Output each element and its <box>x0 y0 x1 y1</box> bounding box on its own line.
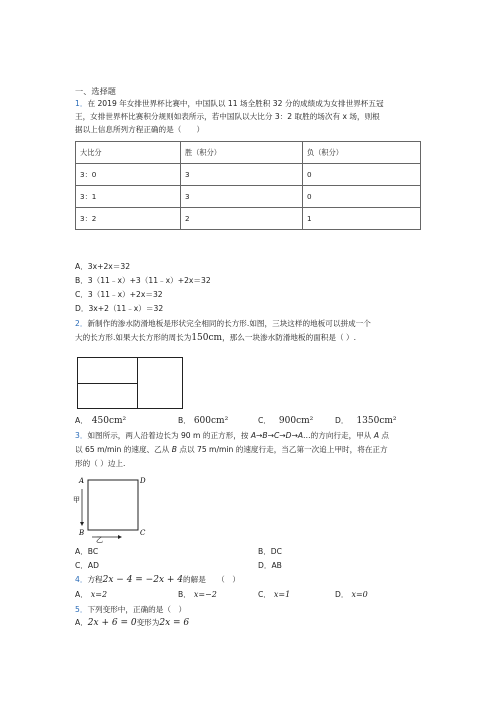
table-cell: 1 <box>303 208 421 230</box>
question-text: 下列变形中，正确的是（ ） <box>87 605 187 614</box>
option-label: A． <box>75 618 88 627</box>
score-table <box>75 141 421 230</box>
option-label: B． <box>178 590 191 599</box>
option-b <box>178 415 228 427</box>
question-number: 2． <box>75 319 88 328</box>
option-label: D． <box>335 590 349 599</box>
question-text: 点以 75 m/min 的速度行走，当乙第一次追上甲时，将在正方 <box>176 445 388 454</box>
question-1-line-3: 据以上信息所列方程正确的是（ ） <box>75 125 205 134</box>
table-cell: 3：2 <box>76 208 181 230</box>
question-number: 5． <box>75 605 88 614</box>
question-5-line <box>75 604 186 615</box>
option-label: C． <box>258 590 271 599</box>
question-text: …的方向行走，甲从 <box>303 431 374 440</box>
question-4-line <box>75 574 240 586</box>
table-header-cell: 负（积分） <box>303 142 421 164</box>
option-label: A． <box>75 590 88 599</box>
option-a <box>75 617 189 629</box>
point-d-label: D <box>140 477 146 485</box>
jia-label: 甲 <box>73 496 80 504</box>
table-row <box>76 208 421 230</box>
table-cell: 2 <box>181 208 303 230</box>
question-2-line-1 <box>75 318 371 329</box>
option-a: A．BC <box>75 547 99 556</box>
question-text: 的解是 （ ） <box>183 575 240 584</box>
option-label: C． <box>258 416 271 425</box>
section-title: 一、选择题 <box>75 86 116 96</box>
option-value: 900cm² <box>278 416 314 426</box>
option-value: x=−2 <box>193 590 217 599</box>
option-d <box>335 415 397 427</box>
point-label: A <box>373 431 380 440</box>
table-cell: 0 <box>303 164 421 186</box>
yi-arrowhead <box>118 535 122 539</box>
option-label: D． <box>335 416 349 425</box>
option-d: D．AB <box>258 561 282 570</box>
table-row <box>76 186 421 208</box>
question-number: 1． <box>75 99 88 108</box>
option-a <box>75 415 126 427</box>
table-cell: 3：1 <box>76 186 181 208</box>
option-c <box>258 589 290 600</box>
equation: 2x = 6 <box>159 618 190 628</box>
option-d: D．3x+2（11﹣x）＝32 <box>75 304 164 313</box>
option-value: 600cm² <box>193 416 229 426</box>
question-2-line-2 <box>75 332 356 344</box>
point-label: B <box>171 445 177 454</box>
point-b-label: B <box>79 529 85 537</box>
table-header-row <box>76 142 421 164</box>
question-text: 大的长方形.如果大长方形的周长为 <box>75 333 192 342</box>
option-value: x=1 <box>273 590 291 599</box>
option-a: A．3x+2x＝32 <box>75 262 131 271</box>
option-label: B． <box>178 416 191 425</box>
option-c: C．AD <box>75 561 99 570</box>
question-text: 以 65 m/min 的速度、乙从 <box>75 445 172 454</box>
option-value: x=2 <box>90 590 108 599</box>
point-a-label: A <box>79 477 85 485</box>
option-c <box>258 415 313 427</box>
table-cell: 3：0 <box>76 164 181 186</box>
option-b: B．DC <box>258 547 282 556</box>
equation: 2x + 6 = 0 <box>87 618 137 628</box>
question-text: ，那么一块渗水防滑地板的面积是（ ）. <box>222 333 357 342</box>
tiles-figure <box>77 357 183 409</box>
question-text: 在 2019 年女排世界杯比赛中，中国队以 11 场全胜积 32 分的成绩成为女排世界杯五冠 <box>87 99 384 108</box>
question-1-line-2: 王，女排世界杯比赛积分规则如表所示，若中国队以大比分 3：2 取胜的场次有 x 场，则根 <box>75 112 380 121</box>
question-text: 新制作的渗水防滑地板是形状完全相同的长方形.如图，三块这样的地板可以拼成一个 <box>87 319 371 328</box>
equation: 2x − 4 = −2x + 4 <box>102 575 184 585</box>
question-number: 4． <box>75 575 88 584</box>
option-c: C．3（11﹣x）+2x＝32 <box>75 290 163 299</box>
jia-arrowhead <box>80 522 84 526</box>
option-value: 450cm² <box>91 416 127 426</box>
question-number: 3． <box>75 431 88 440</box>
table-header-cell: 大比分 <box>76 142 181 164</box>
option-b: B．3（11﹣x）+3（11﹣x）+2x＝32 <box>75 276 211 285</box>
question-text: 如图所示，两人沿着边长为 90 m 的正方形，按 <box>87 431 251 440</box>
table-cell: 0 <box>303 186 421 208</box>
question-3-line-3: 形的（ ）边上. <box>75 459 126 468</box>
option-a <box>75 589 107 600</box>
option-value: 1350cm² <box>356 416 397 426</box>
perimeter-value: 150cm <box>191 333 223 343</box>
point-c-label: C <box>140 529 146 537</box>
square-path-figure <box>72 474 152 544</box>
option-value: x=0 <box>351 590 368 599</box>
question-text: 点 <box>379 431 390 440</box>
yi-label: 乙 <box>96 536 103 544</box>
question-text: 方程 <box>87 575 103 584</box>
path-text: A→B→C→D→A <box>250 431 304 440</box>
table-cell: 3 <box>181 186 303 208</box>
tile-bottom-left <box>78 383 138 408</box>
table-header-cell: 胜（积分） <box>181 142 303 164</box>
table-cell: 3 <box>181 164 303 186</box>
option-b <box>178 589 217 600</box>
question-1-line-1 <box>75 98 384 109</box>
tile-top-left <box>78 358 138 384</box>
option-d <box>335 589 368 600</box>
table-row <box>76 164 421 186</box>
option-label: A． <box>75 416 88 425</box>
option-text: 变形为 <box>136 618 160 627</box>
question-3-line-1 <box>75 430 389 441</box>
question-3-line-2 <box>75 444 388 455</box>
